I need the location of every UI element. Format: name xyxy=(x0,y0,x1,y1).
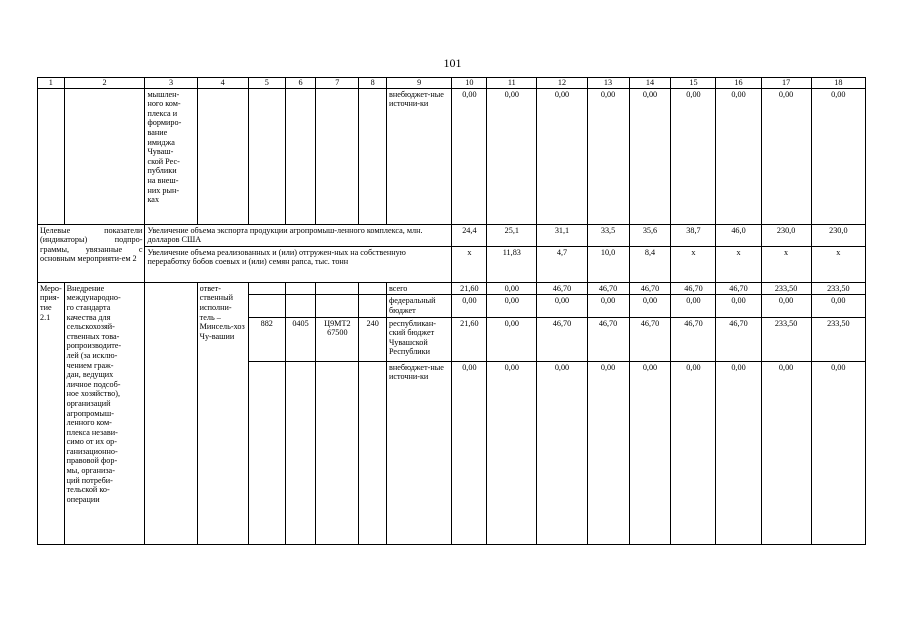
value-cell: 46,70 xyxy=(587,317,629,361)
value-cell: 0,00 xyxy=(587,295,629,317)
text-line: симо от их ор- xyxy=(66,437,117,447)
text-line: ленного ком- xyxy=(66,418,112,428)
value-cell: x xyxy=(716,246,761,282)
column-number: 10 xyxy=(452,78,487,89)
text-line: вание xyxy=(147,127,168,137)
indicator-text: Увеличение объема реализованных и (или) отгружен-ных на собственную переработку бобов соевых и (или) семян рапса, тыс. тонн xyxy=(145,246,452,282)
text-line: ного ком- xyxy=(147,99,181,109)
value-cell: 46,70 xyxy=(587,282,629,295)
cell-empty xyxy=(248,295,285,317)
value-cell: x xyxy=(811,246,865,282)
responsible-executor: ответ-ственный исполни-тель – Минсель-хоз Чу-вашии xyxy=(197,282,248,544)
value-cell: 46,70 xyxy=(716,282,761,295)
text-line: качества для xyxy=(66,312,111,322)
cell-empty xyxy=(285,88,316,224)
value-cell: 0,00 xyxy=(587,88,629,224)
column-number: 14 xyxy=(629,78,671,89)
column-number: 4 xyxy=(197,78,248,89)
value-cell: 233,50 xyxy=(761,317,811,361)
value-cell: 33,5 xyxy=(587,224,629,246)
text-line: дан, ведущих xyxy=(66,370,114,380)
value-cell: 46,70 xyxy=(671,317,716,361)
cell-empty xyxy=(316,282,359,295)
value-cell: 0,00 xyxy=(671,295,716,317)
column-number: 13 xyxy=(587,78,629,89)
value-cell: 46,70 xyxy=(537,317,587,361)
value-cell: 21,60 xyxy=(452,282,487,295)
funding-source: всего xyxy=(386,282,452,295)
value-cell: 46,70 xyxy=(671,282,716,295)
column-number: 17 xyxy=(761,78,811,89)
value-cell: 0,00 xyxy=(761,361,811,544)
value-cell: 230,0 xyxy=(811,224,865,246)
cell-empty xyxy=(359,361,387,544)
value-cell: 0,00 xyxy=(452,88,487,224)
text-line: имиджа xyxy=(147,137,175,147)
value-cell: 0,00 xyxy=(761,295,811,317)
event-name-continued xyxy=(145,88,197,224)
value-cell: 0,00 xyxy=(629,88,671,224)
value-cell: 0,00 xyxy=(716,361,761,544)
column-number: 8 xyxy=(359,78,387,89)
value-cell: 0,00 xyxy=(716,88,761,224)
value-cell: 0,00 xyxy=(671,88,716,224)
cell-empty xyxy=(248,88,285,224)
text-line: го стандарта xyxy=(66,302,111,312)
cell-empty xyxy=(285,361,316,544)
value-cell: 0,00 xyxy=(487,361,537,544)
text-line: на внеш- xyxy=(147,175,179,185)
text-line: ской Рес- xyxy=(147,156,180,166)
page-number: 101 xyxy=(443,56,462,70)
value-cell: 21,60 xyxy=(452,317,487,361)
value-cell: 46,70 xyxy=(629,317,671,361)
text-line: ное хозяйство), xyxy=(66,389,121,399)
event-number: Меро-прия-тие 2.1 xyxy=(38,282,65,544)
value-cell: 25,1 xyxy=(487,224,537,246)
value-cell: 38,7 xyxy=(671,224,716,246)
value-cell: 46,70 xyxy=(716,317,761,361)
cell-empty xyxy=(248,361,285,544)
text-line: личное подсоб- xyxy=(66,379,121,389)
value-cell: 0,00 xyxy=(811,295,865,317)
code-rzpr: 0405 xyxy=(285,317,316,361)
value-cell: 0,00 xyxy=(487,295,537,317)
cell-empty xyxy=(359,282,387,295)
value-cell: 233,50 xyxy=(811,317,865,361)
column-number: 9 xyxy=(386,78,452,89)
value-cell: 4,7 xyxy=(537,246,587,282)
value-cell: 0,00 xyxy=(761,88,811,224)
column-number: 11 xyxy=(487,78,537,89)
cell-empty xyxy=(285,295,316,317)
value-cell: 46,70 xyxy=(537,282,587,295)
value-cell: 8,4 xyxy=(629,246,671,282)
value-cell: 0,00 xyxy=(671,361,716,544)
value-cell: 0,00 xyxy=(537,361,587,544)
value-cell: 0,00 xyxy=(487,282,537,295)
value-cell: 24,4 xyxy=(452,224,487,246)
cell-empty xyxy=(38,88,65,224)
code-grbs: 882 xyxy=(248,317,285,361)
cell-empty xyxy=(64,88,145,224)
column-number: 2 xyxy=(64,78,145,89)
table-row xyxy=(38,282,866,295)
event-name xyxy=(64,282,145,544)
value-cell: 0,00 xyxy=(587,361,629,544)
text-line: международно- xyxy=(66,293,121,303)
indicator-text: Увеличение объема экспорта продукции агропромыш-ленного комплекса, млн. долларов США xyxy=(145,224,452,246)
value-cell: 0,00 xyxy=(537,88,587,224)
text-line: мы, организа- xyxy=(66,466,115,476)
text-line: Чуваш- xyxy=(147,147,174,157)
value-cell: 46,70 xyxy=(629,282,671,295)
value-cell: 0,00 xyxy=(487,88,537,224)
cell-empty xyxy=(248,282,285,295)
funding-source: внебюджет-ные источни-ки xyxy=(386,88,452,224)
text-line: публики xyxy=(147,166,177,176)
value-cell: 0,00 xyxy=(811,361,865,544)
table-row xyxy=(38,246,866,282)
value-cell: 0,00 xyxy=(629,361,671,544)
text-line: организаций xyxy=(66,398,111,408)
text-line: операции xyxy=(66,494,100,504)
code-vr: 240 xyxy=(359,317,387,361)
budget-table xyxy=(37,77,866,545)
column-number: 15 xyxy=(671,78,716,89)
text-line: агропромыш- xyxy=(66,408,114,418)
text-line: плекса и xyxy=(147,108,178,118)
text-line: ропроизводите- xyxy=(66,341,122,351)
value-cell: 0,00 xyxy=(811,88,865,224)
cell-empty xyxy=(316,295,359,317)
funding-source: республикан-ский бюджет Чувашской Республики xyxy=(386,317,452,361)
cell-empty xyxy=(145,282,197,544)
funding-source: внебюджет-ные источни-ки xyxy=(386,361,452,544)
value-cell: 0,00 xyxy=(537,295,587,317)
cell-empty xyxy=(285,282,316,295)
value-cell: 0,00 xyxy=(716,295,761,317)
table-row xyxy=(38,224,866,246)
text-line: сельскохозяй- xyxy=(66,322,115,332)
value-cell: 233,50 xyxy=(761,282,811,295)
text-line: формиро- xyxy=(147,118,182,128)
column-number: 7 xyxy=(316,78,359,89)
column-number: 18 xyxy=(811,78,865,89)
value-cell: x xyxy=(671,246,716,282)
text-line: правовой фор- xyxy=(66,456,118,466)
cell-empty xyxy=(359,88,387,224)
table-row xyxy=(38,88,866,224)
column-number: 1 xyxy=(38,78,65,89)
value-cell: 230,0 xyxy=(761,224,811,246)
text-line: ганизационно- xyxy=(66,446,118,456)
value-cell: 0,00 xyxy=(452,361,487,544)
text-line: чением граж- xyxy=(66,360,114,370)
column-number: 12 xyxy=(537,78,587,89)
cell-empty xyxy=(316,88,359,224)
value-cell: x xyxy=(452,246,487,282)
column-number-row xyxy=(38,78,866,89)
column-number: 6 xyxy=(285,78,316,89)
value-cell: 10,0 xyxy=(587,246,629,282)
value-cell: 31,1 xyxy=(537,224,587,246)
value-cell: 0,00 xyxy=(629,295,671,317)
text-line: плекса незави- xyxy=(66,427,118,437)
column-number: 5 xyxy=(248,78,285,89)
text-line: тельской ко- xyxy=(66,485,110,495)
funding-source: федеральный бюджет xyxy=(386,295,452,317)
text-line: Внедрение xyxy=(66,283,105,293)
text-line: мышлен- xyxy=(147,89,180,99)
value-cell: 35,6 xyxy=(629,224,671,246)
value-cell: 46,0 xyxy=(716,224,761,246)
text-line: лей (за исклю- xyxy=(66,350,118,360)
text-line: ственных това- xyxy=(66,331,120,341)
cell-empty xyxy=(359,295,387,317)
cell-empty xyxy=(197,88,248,224)
value-cell: 233,50 xyxy=(811,282,865,295)
column-number: 16 xyxy=(716,78,761,89)
indicators-label: Целевые показатели (индикаторы) подпро-граммы, увязанные с основным мероприяти-ем 2 xyxy=(38,224,145,282)
value-cell: x xyxy=(761,246,811,282)
cell-empty xyxy=(316,361,359,544)
column-number: 3 xyxy=(145,78,197,89)
value-cell: 11,83 xyxy=(487,246,537,282)
text-line: ций потреби- xyxy=(66,475,113,485)
text-line: них рын- xyxy=(147,185,180,195)
code-csr: Ц9МТ2 67500 xyxy=(316,317,359,361)
value-cell: 0,00 xyxy=(452,295,487,317)
value-cell: 0,00 xyxy=(487,317,537,361)
text-line: ках xyxy=(147,195,160,205)
